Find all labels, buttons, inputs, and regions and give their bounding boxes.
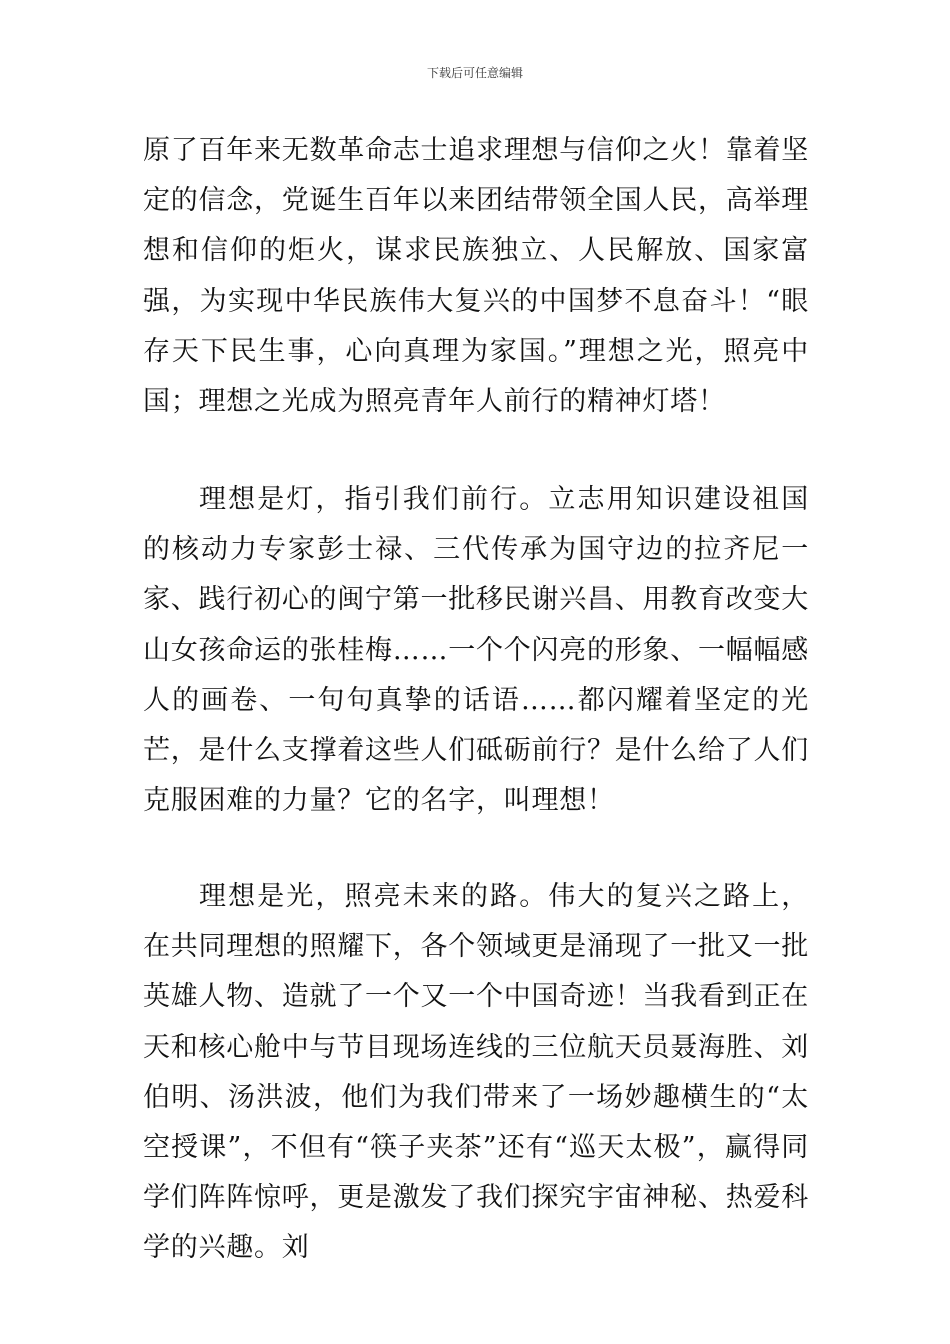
paragraph-2: 理想是灯，指引我们前行。立志用知识建设祖国的核动力专家彭士禄、三代传承为国守边的拉齐尼一家、践行初心的闽宁第一批移民谢兴昌、用教育改变大山女孩命运的张桂梅……一个个闪亮的形象、一幅幅感人的画卷、一句句真挚的话语……都闪耀着坚定的光芒，是什么支撑着这些人们砥砺前行？是什么给了人们克服困难的力量？它的名字，叫理想！	[143, 484, 809, 817]
paragraph-3: 理想是光，照亮未来的路。伟大的复兴之路上，在共同理想的照耀下，各个领域更是涌现了一批又一批英雄人物、造就了一个又一个中国奇迹！当我看到正在天和核心舱中与节目现场连线的三位航天员聂海胜、刘伯明、汤洪波，他们为我们带来了一场妙趣横生的“太空授课”，不但有“筷子夹茶”还有“巡天太极”，赢得同学们阵阵惊呼，更是激发了我们探究宇宙神秘、热爱科学的兴趣。刘	[143, 881, 809, 1264]
paragraph-1: 原了百年来无数革命志士追求理想与信仰之火！靠着坚定的信念，党诞生百年以来团结带领全国人民，高举理想和信仰的炬火，谋求民族独立、人民解放、国家富强，为实现中华民族伟大复兴的中国梦不息奋斗！“眼存天下民生事，心向真理为家国。”理想之光，照亮中国；理想之光成为照亮青年人前行的精神灯塔！	[143, 135, 809, 418]
page-header-note: 下载后可任意编辑	[426, 66, 523, 80]
